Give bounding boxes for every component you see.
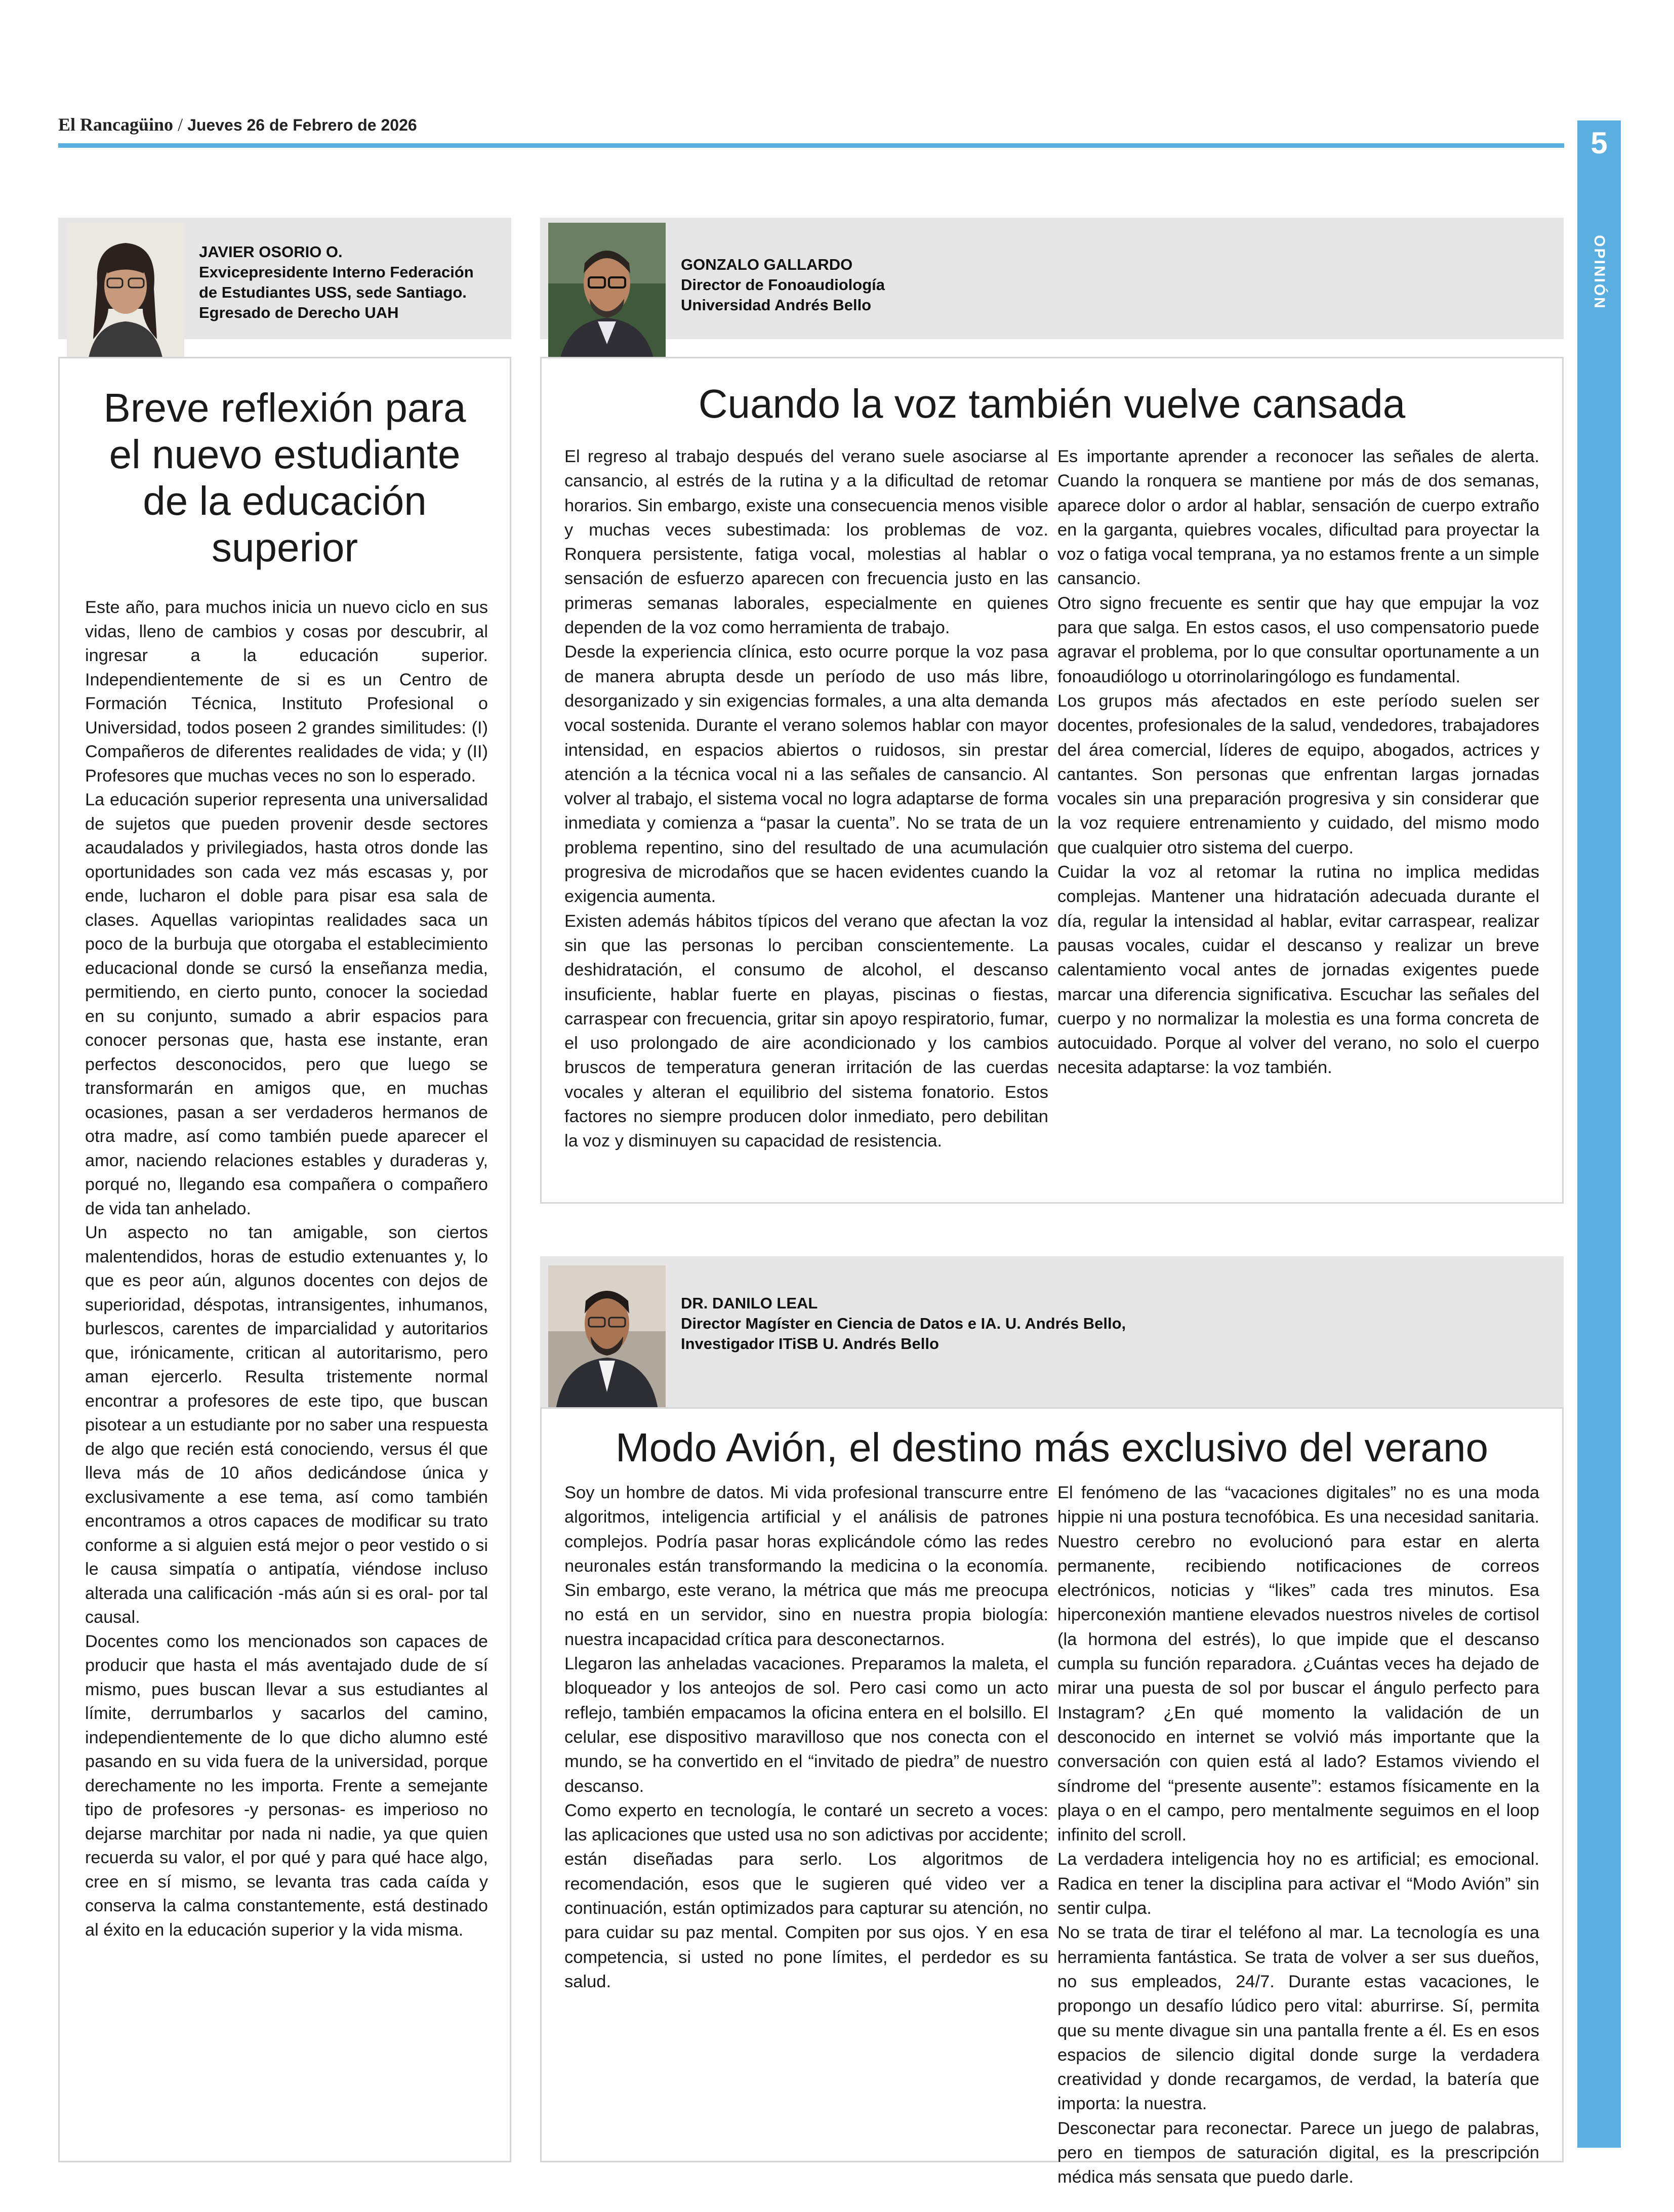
paragraph: Desconectar para reconectar. Parece un juego de palabras, pero en tiempos de saturación digital, es la prescripción médica más sensata que puedo darle. [1057,2118,1539,2187]
title-line: Modo Avión, el destino más exclusivo del verano [616,1425,1488,1470]
article-body-leal-col2 [1057,1481,1539,2190]
author-role-line: Investigador ITiSB U. Andrés Bello [681,1335,939,1353]
author-role-line: Director de Fonoaudiología [681,276,885,294]
article-title-leal [540,1424,1564,1471]
paragraph: No se trata de tirar el teléfono al mar. La tecnología es una herramienta fantástica. Se trata de volver a ser sus dueños, no sus empleados, 24/7. Durante estas vacaciones, le propongo un desafío lúdico pero vital: aburrirse. Sí, permita que su mente divague sin una pantalla frente a él. Es en esos espacios de silencio digital donde surge la verdadera creatividad y donde recargamos, de verdad, la batería que importa: la nuestra. [1057,1923,1539,2114]
author-role-line: Director Magíster en Ciencia de Datos e IA. U. Andrés Bello, [681,1315,1126,1332]
author-info-osorio [199,242,474,323]
paragraph: El fenómeno de las “vacaciones digitales” no es una moda hippie ni una postura tecnofóbica. Es una necesidad sanitaria. Nuestro cerebro no evolucionó para estar en alerta permanente, recibiendo notificaciones de correos electrónicos, noticias y “likes” cada tres minutos. Esa hiperconexión mantiene elevados nuestros niveles de cortisol (la hormona del estrés), lo que impide que el descanso cumpla su función reparadora. ¿Cuántas veces ha dejado de mirar una puesta de sol por buscar el ángulo perfecto para Instagram? ¿En qué momento la validación de un desconocido en internet se volvió más importante que la conversación con quien está al lado? Estamos viviendo el síndrome del “presente ausente”: estamos físicamente en la playa o en el campo, pero mentalmente seguimos en el loop infinito del scroll. [1057,1483,1539,1845]
masthead [58,114,417,135]
author-photo-leal [548,1265,666,1410]
title-line: superior [211,525,358,570]
section-sidebar [1577,120,1621,2148]
author-name: DR. DANILO LEAL [681,1294,818,1312]
paragraph: Un aspecto no tan amigable, son ciertos malentendidos, horas de estudio extenuantes y, lo que es peor aún, algunos docentes con dejos de superioridad, déspotas, intransigentes, inhumanos, burlescos, carentes de imparcialidad y autoritarios que, irónicamente, critican al autoritarismo, pero aman ejercerlo. Resulta tristemente normal encontrar a profesores de este tipo, que buscan pisotear a un estudiante por no saber una respuesta de algo que recién está conociendo, versus él que lleva más de 10 años dedicándose única y exclusivamente a ese tema, así como también encontramos a otros capaces de modificar su trato conforme a si alguien está mejor o peor vestido o si le causa simpatía o antipatía, viéndose incluso alterada una calificación -más aún si es oral- por tal causal. [85,1223,488,1627]
paragraph: Es importante aprender a reconocer las señales de alerta. Cuando la ronquera se mantiene por más de dos semanas, aparece dolor o ardor al hablar, sensación de cuerpo extraño en la garganta, quiebres vocales, dificultad para proyectar la voz o fatiga vocal temprana, ya no estamos frente a un simple cansancio. [1057,447,1539,589]
article-title-osorio [71,385,499,571]
section-label-container [1577,207,1621,338]
paragraph: El regreso al trabajo después del verano suele asociarse al cansancio, al estrés de la rutina y a la dificultad de retomar horarios. Sin embargo, existe una consecuencia menos visible y muchas veces subestimada: los problemas de voz. Ronquera persistente, fatiga vocal, molestias al hablar o sensación de esfuerzo aparecen con frecuencia justo en las primeras semanas laborales, especialmente en quienes dependen de la voz como herramienta de trabajo. [564,447,1048,638]
masthead-separator: / [178,114,183,135]
section-label: OPINIÓN [1591,235,1608,310]
paragraph: La verdadera inteligencia hoy no es artificial; es emocional. Radica en tener la disciplina para activar el “Modo Avión” sin sentir culpa. [1057,1850,1539,1918]
issue-date: Jueves 26 de Febrero de 2026 [187,116,417,134]
author-role-line: Exvicepresidente Interno Federación [199,263,474,281]
author-photo-osorio [67,223,184,367]
article-title-gallardo [540,381,1564,427]
title-line: Cuando la voz también vuelve cansada [698,381,1406,426]
paragraph: Soy un hombre de datos. Mi vida profesional transcurre entre algoritmos, inteligencia artificial y el análisis de patrones complejos. Podría pasar horas explicándole cómo las redes neuronales están transformando la medicina o la economía. Sin embargo, este verano, la métrica que más me preocupa no está en un servidor, sino en nuestra propia biología: nuestra incapacidad crítica para desconectarnos. [564,1483,1048,1649]
title-line: el nuevo estudiante [109,432,461,477]
title-line: Breve reflexión para [103,385,466,430]
author-role-line: de Estudiantes USS, sede Santiago. [199,283,467,301]
article-body-osorio [85,596,488,1942]
paragraph: Otro signo frecuente es sentir que hay que empujar la voz para que salga. En estos casos, el uso compensatorio puede agravar el problema, por lo que consultar oportunamente a un fonoaudiólogo u otorrinolaringólogo es fundamental. [1057,593,1539,686]
author-name: JAVIER OSORIO O. [199,243,343,261]
header-rule [58,143,1564,148]
paragraph: Llegaron las anheladas vacaciones. Preparamos la maleta, el bloqueador y los anteojos de sol. Pero casi como un acto reflejo, también empacamos la oficina entera en el bolsillo. El celular, ese dispositivo maravilloso que nos conecta con el mundo, se ha convertido en el “invitado de piedra” de nuestro descanso. [564,1654,1048,1796]
article-body-gallardo-col2 [1057,444,1539,1080]
author-info-gallardo [681,255,885,315]
article-body-gallardo-col1 [564,444,1048,1154]
paragraph: La educación superior representa una universalidad de sujetos que pueden provenir desde sectores acaudalados y privilegiados, hasta otros donde las oportunidades son cada vez más escasas y, por ende, lucharon el doble para pisar esa sala de clases. Aquellas variopintas realidades saca un poco de la burbuja que otorgaba el establecimiento educacional donde se cursó la enseñanza media, permitiendo, en cierto punto, conocer la sociedad en su conjunto, sumado a abrir espacios para conocer personas que, hasta ese instante, eran perfectos desconocidos, pero que luego se transformarán en amigos que, en muchas ocasiones, pasan a ser verdaderos hermanos de otra madre, así como también puede aparecer el amor, naciendo relaciones estables y duraderas y, porqué no, llegando esa compañera o compañero de vida tan anhelado. [85,790,488,1218]
author-name: GONZALO GALLARDO [681,256,853,273]
paragraph: Como experto en tecnología, le contaré un secreto a voces: las aplicaciones que usted usa no son adictivas por accidente; están diseñadas para serlo. Los algoritmos de recomendación, esos que le sugieren qué video ver a continuación, están optimizados para capturar su atención, no para cuidar su paz mental. Compiten por sus ojos. Y en esa competencia, si usted no pone límites, el perdedor es su salud. [564,1800,1048,1991]
paragraph: Docentes como los mencionados son capaces de producir que hasta el más aventajado dude de sí mismo, pues buscan llevar a sus estudiantes al límite, derrumbarlos y sacarlos del camino, independientemente de lo que dicho alumno esté pasando en su vida fuera de la universidad, porque derechamente no les importa. Frente a semejante tipo de profesores -y personas- es imperioso no dejarse marchitar por nada ni nadie, ya que quien recuerda su valor, el por qué y para qué hace algo, cree en sí mismo, se levanta tras cada caída y conserva la calma constantemente, está destinado al éxito en la educación superior y la vida misma. [85,1631,488,1940]
author-role-line: Universidad Andrés Bello [681,296,872,314]
paragraph: Los grupos más afectados en este período suelen ser docentes, profesionales de la salud, vendedores, trabajadores del área comercial, líderes de equipo, abogados, actrices y cantantes. Son personas que enfrentan largas jornadas vocales sin una preparación progresiva y sin considerar que la voz requiere entrenamiento y cuidado, del mismo modo que cualquier otro sistema del cuerpo. [1057,691,1539,857]
article-body-leal-col1 [564,1481,1048,1994]
author-photo-gallardo [548,223,666,367]
publication-name: El Rancagüino [58,114,174,135]
paragraph: Cuidar la voz al retomar la rutina no implica medidas complejas. Mantener una hidratación adecuada durante el día, regular la intensidad al hablar, evitar carraspear, realizar pausas vocales, cuidar el descanso y realizar un breve calentamiento vocal antes de jornadas exigentes puede marcar una diferencia significativa. Escuchar las señales del cuerpo y no normalizar la molestia es una forma concreta de autocuidado. Porque al volver del verano, no solo el cuerpo necesita adaptarse: la voz también. [1057,863,1539,1078]
title-line: de la educación [143,478,427,523]
paragraph: Este año, para muchos inicia un nuevo ciclo en sus vidas, lleno de cambios y cosas por descubrir, al ingresar a la educación superior. Independientemente de si es un Centro de Formación Técnica, Instituto Profesional o Universidad, todos poseen 2 grandes similitudes: (I) Compañeros de diferentes realidades de vida; y (II) Profesores que muchas veces no son lo esperado. [85,598,488,786]
paragraph: Existen además hábitos típicos del verano que afectan la voz sin que las personas lo perciban conscientemente. La deshidratación, el consumo de alcohol, el descanso insuficiente, hablar fuerte en playas, piscinas o fiestas, carraspear con frecuencia, gritar sin apoyo respiratorio, fumar, el uso prolongado de aire acondicionado y los cambios bruscos de temperatura generan irritación de las cuerdas vocales y alteran el equilibrio del sistema fonatorio. Estos factores no siempre producen dolor inmediato, pero debilitan la voz y disminuyen su capacidad de resistencia. [564,911,1048,1151]
paragraph: Desde la experiencia clínica, esto ocurre porque la voz pasa de manera abrupta desde un período de uso más libre, desorganizado y sin exigencias formales, a una alta demanda vocal sostenida. Durante el verano solemos hablar con mayor intensidad, en espacios abiertos o ruidosos, sin prestar atención a la técnica vocal ni a las señales de cansancio. Al volver al trabajo, el sistema vocal no logra adaptarse de forma inmediata y comienza a “pasar la cuenta”. No se trata de un problema repentino, sino del resultado de una acumulación progresiva de microdaños que se hacen evidentes cuando la exigencia aumenta. [564,642,1048,907]
page-number: 5 [1590,126,1608,160]
author-role-line: Egresado de Derecho UAH [199,304,399,321]
author-info-leal [681,1293,1126,1354]
